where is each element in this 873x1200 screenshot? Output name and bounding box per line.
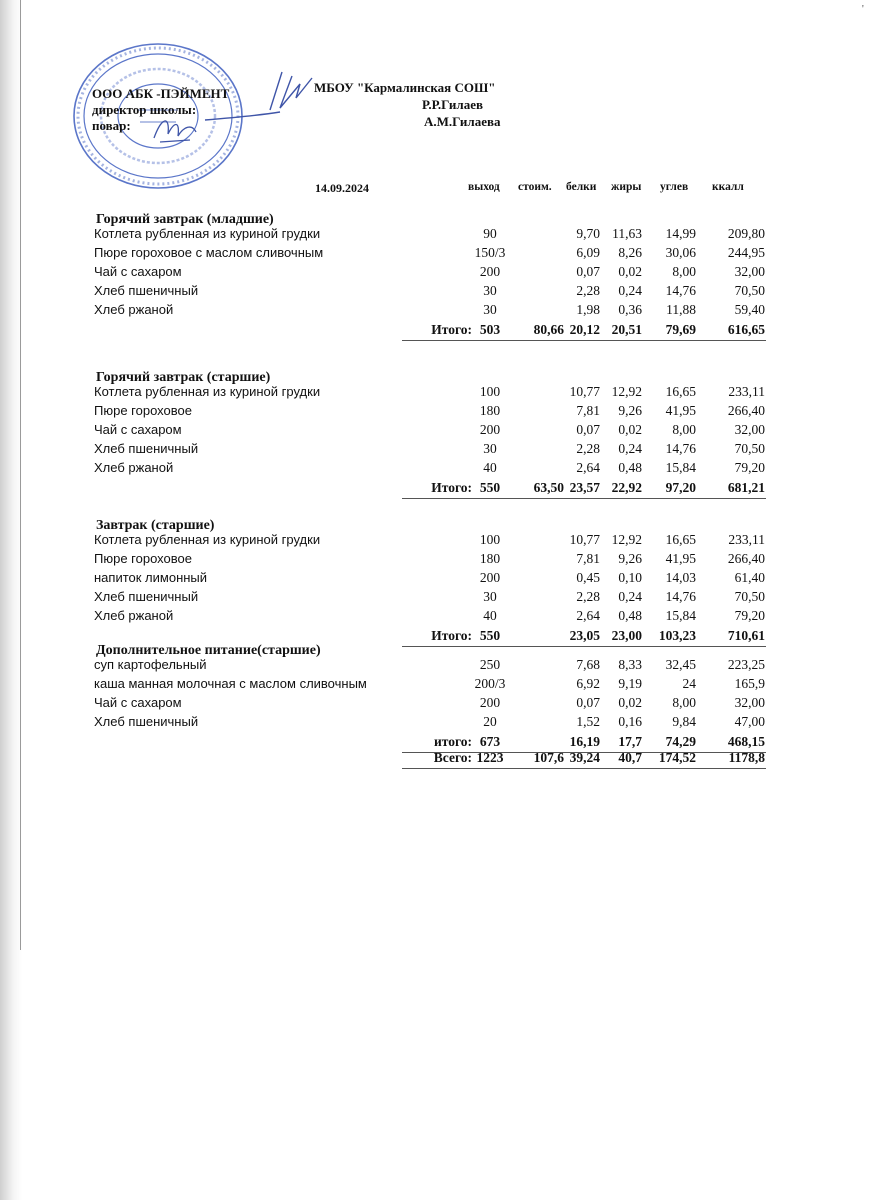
col-header-carbs: углев xyxy=(660,181,689,193)
cell-c: 24 xyxy=(682,676,696,691)
dish-name: Котлета рубленная из куриной грудки xyxy=(94,384,321,399)
table-row xyxy=(0,384,873,402)
table-row xyxy=(0,226,873,244)
cell-f: 0,02 xyxy=(618,422,642,437)
total-underline xyxy=(402,498,766,499)
section-total-row xyxy=(0,480,873,498)
cell-cost: 63,50 xyxy=(533,480,564,495)
section-title: Горячий завтрак (младшие) xyxy=(96,212,274,227)
cell-b: 0,07 xyxy=(576,264,600,279)
cell-c: 79,69 xyxy=(665,322,696,337)
cell-k: 47,00 xyxy=(734,714,765,729)
section-total-row xyxy=(0,322,873,340)
cell-k: 165,9 xyxy=(734,676,765,691)
cell-f: 9,19 xyxy=(618,676,642,691)
cell-f: 0,02 xyxy=(618,695,642,710)
cell-b: 2,28 xyxy=(576,441,600,456)
cell-c: 14,76 xyxy=(665,589,696,604)
cell-b: 10,77 xyxy=(569,532,600,547)
dish-name: Чай с сахаром xyxy=(94,264,182,279)
cell-b: 0,07 xyxy=(576,695,600,710)
dish-name: Хлеб ржаной xyxy=(94,302,174,317)
cell-k: 32,00 xyxy=(734,264,765,279)
scan-speck: ' xyxy=(862,4,864,15)
cell-c: 8,00 xyxy=(672,422,696,437)
cell-k: 70,50 xyxy=(734,283,765,298)
cell-b: 2,64 xyxy=(576,608,600,623)
cell-out: 30 xyxy=(483,302,497,317)
cell-out: 90 xyxy=(483,226,497,241)
cell-out: 100 xyxy=(479,384,501,399)
cell-f: 0,48 xyxy=(618,460,642,475)
dish-name: Хлеб ржаной xyxy=(94,608,174,623)
total-label: Итого: xyxy=(431,628,472,643)
cell-out: 150/3 xyxy=(474,245,506,260)
cell-k: 266,40 xyxy=(727,551,765,566)
cell-out: 1223 xyxy=(476,750,504,765)
cell-out: 100 xyxy=(479,532,501,547)
dish-name: Хлеб пшеничный xyxy=(94,589,199,604)
cell-out: 20 xyxy=(483,714,497,729)
cell-k: 266,40 xyxy=(727,403,765,418)
cell-b: 6,92 xyxy=(576,676,600,691)
cell-f: 0,24 xyxy=(618,283,642,298)
cell-f: 12,92 xyxy=(611,532,642,547)
cell-c: 32,45 xyxy=(665,657,696,672)
cell-b: 7,81 xyxy=(576,551,600,566)
cell-k: 79,20 xyxy=(734,608,765,623)
cell-f: 0,02 xyxy=(618,264,642,279)
table-row xyxy=(0,570,873,588)
cell-out: 180 xyxy=(479,551,501,566)
cell-c: 174,52 xyxy=(658,750,696,765)
total-label: Итого: xyxy=(431,480,472,495)
cell-c: 16,65 xyxy=(665,384,696,399)
cell-f: 11,63 xyxy=(612,226,642,241)
cell-out: 180 xyxy=(479,403,501,418)
cell-f: 0,16 xyxy=(618,714,642,729)
cell-c: 8,00 xyxy=(672,695,696,710)
table-row xyxy=(0,676,873,694)
cell-c: 74,29 xyxy=(665,734,696,749)
total-underline xyxy=(402,340,766,341)
dish-name: Котлета рубленная из куриной грудки xyxy=(94,532,321,547)
cell-b: 1,52 xyxy=(576,714,600,729)
table-row xyxy=(0,264,873,282)
table-row xyxy=(0,589,873,607)
cook-label: повар: xyxy=(92,118,131,133)
dish-name: Хлеб ржаной xyxy=(94,460,174,475)
col-header-protein: белки xyxy=(566,181,597,193)
dish-name: Пюре гороховое xyxy=(94,403,192,418)
cell-k: 59,40 xyxy=(734,302,765,317)
cell-out: 200 xyxy=(479,570,501,585)
dish-name: Хлеб пшеничный xyxy=(94,283,199,298)
dish-name: напиток лимонный xyxy=(94,570,208,585)
menu-date: 14.09.2024 xyxy=(315,181,369,195)
director-label: директор школы: xyxy=(92,102,197,117)
cell-k: 32,00 xyxy=(734,422,765,437)
cell-b: 2,28 xyxy=(576,589,600,604)
cell-out: 40 xyxy=(483,460,497,475)
cell-out: 30 xyxy=(483,589,497,604)
cell-k: 1178,8 xyxy=(728,750,765,765)
cell-k: 61,40 xyxy=(734,570,765,585)
cell-k: 209,80 xyxy=(727,226,765,241)
cell-c: 41,95 xyxy=(665,403,696,418)
table-row xyxy=(0,460,873,478)
dish-name: Чай с сахаром xyxy=(94,695,182,710)
dish-name: каша манная молочная с маслом сливочным xyxy=(94,676,367,691)
cell-k: 616,65 xyxy=(727,322,765,337)
section-title: Горячий завтрак (старшие) xyxy=(96,370,271,385)
section-title: Завтрак (старшие) xyxy=(96,518,215,533)
cell-out: 550 xyxy=(479,480,501,495)
dish-name: суп картофельный xyxy=(94,657,207,672)
total-label: итого: xyxy=(433,734,472,749)
table-row xyxy=(0,657,873,675)
cell-c: 14,03 xyxy=(665,570,696,585)
org-name: ООО АБК -ПЭЙМЕНТ xyxy=(92,86,230,101)
cell-k: 223,25 xyxy=(727,657,765,672)
cell-b: 20,12 xyxy=(569,322,600,337)
section-title: Дополнительное питание(старшие) xyxy=(96,643,321,658)
cell-f: 0,48 xyxy=(618,608,642,623)
col-header-out: выход xyxy=(468,181,500,193)
cell-k: 468,15 xyxy=(727,734,765,749)
cell-f: 0,36 xyxy=(618,302,642,317)
cell-c: 30,06 xyxy=(665,245,696,260)
cell-k: 233,11 xyxy=(728,384,765,399)
cell-k: 32,00 xyxy=(734,695,765,710)
table-row xyxy=(0,608,873,626)
total-label: Итого: xyxy=(431,322,472,337)
cell-f: 9,26 xyxy=(618,403,642,418)
cell-c: 15,84 xyxy=(665,608,696,623)
cell-c: 14,76 xyxy=(665,441,696,456)
cell-out: 200 xyxy=(479,422,501,437)
cell-c: 41,95 xyxy=(665,551,696,566)
cell-c: 15,84 xyxy=(665,460,696,475)
cell-out: 503 xyxy=(479,322,501,337)
grand-total-row xyxy=(0,750,873,768)
cell-b: 7,68 xyxy=(576,657,600,672)
cell-b: 9,70 xyxy=(576,226,600,241)
cell-out: 30 xyxy=(483,283,497,298)
cell-b: 2,28 xyxy=(576,283,600,298)
cell-b: 39,24 xyxy=(569,750,600,765)
table-row xyxy=(0,551,873,569)
cell-b: 0,45 xyxy=(576,570,600,585)
cell-c: 14,99 xyxy=(665,226,696,241)
cell-k: 70,50 xyxy=(734,589,765,604)
col-header-cost: стоим. xyxy=(518,181,552,193)
cell-b: 2,64 xyxy=(576,460,600,475)
cell-c: 8,00 xyxy=(672,264,696,279)
cell-cost: 80,66 xyxy=(533,322,564,337)
cell-b: 6,09 xyxy=(576,245,600,260)
cell-f: 0,24 xyxy=(618,441,642,456)
cell-out: 30 xyxy=(483,441,497,456)
cell-b: 1,98 xyxy=(576,302,600,317)
cell-f: 22,92 xyxy=(611,480,642,495)
table-row xyxy=(0,283,873,301)
table-row xyxy=(0,403,873,421)
col-header-kcal: ккалл xyxy=(712,181,744,193)
cell-f: 9,26 xyxy=(618,551,642,566)
table-row xyxy=(0,422,873,440)
cell-k: 710,61 xyxy=(727,628,765,643)
cell-f: 12,92 xyxy=(611,384,642,399)
cell-out: 40 xyxy=(483,608,497,623)
cell-f: 17,7 xyxy=(618,734,642,749)
col-header-fat: жиры xyxy=(611,181,642,193)
total-underline xyxy=(402,646,766,647)
cell-f: 8,26 xyxy=(618,245,642,260)
cell-out: 200/3 xyxy=(474,676,506,691)
cell-f: 8,33 xyxy=(618,657,642,672)
cell-b: 10,77 xyxy=(569,384,600,399)
cell-cost: 107,6 xyxy=(533,750,564,765)
school-name: МБОУ "Кармалинская СОШ" xyxy=(314,80,496,95)
table-row xyxy=(0,302,873,320)
table-row xyxy=(0,714,873,732)
cell-c: 16,65 xyxy=(665,532,696,547)
cell-f: 40,7 xyxy=(618,750,642,765)
cell-b: 0,07 xyxy=(576,422,600,437)
cell-k: 681,21 xyxy=(727,480,765,495)
director-name: Р.Р.Гилаев xyxy=(422,97,483,112)
cell-out: 200 xyxy=(479,264,501,279)
cell-k: 70,50 xyxy=(734,441,765,456)
cell-b: 23,57 xyxy=(569,480,600,495)
dish-name: Пюре гороховое xyxy=(94,551,192,566)
cell-c: 11,88 xyxy=(666,302,696,317)
cell-c: 14,76 xyxy=(665,283,696,298)
cook-name: А.М.Гилаева xyxy=(424,114,501,129)
dish-name: Котлета рубленная из куриной грудки xyxy=(94,226,321,241)
cell-c: 9,84 xyxy=(672,714,696,729)
table-row xyxy=(0,695,873,713)
dish-name: Чай с сахаром xyxy=(94,422,182,437)
grand-total-label: Всего: xyxy=(433,750,472,765)
cell-c: 103,23 xyxy=(658,628,696,643)
cell-b: 23,05 xyxy=(569,628,600,643)
table-row xyxy=(0,532,873,550)
cell-out: 200 xyxy=(479,695,501,710)
table-row xyxy=(0,245,873,263)
dish-name: Хлеб пшеничный xyxy=(94,441,199,456)
dish-name: Пюре гороховое с маслом сливочным xyxy=(94,245,324,260)
cell-c: 97,20 xyxy=(665,480,696,495)
cell-f: 0,10 xyxy=(618,570,642,585)
cell-out: 673 xyxy=(479,734,501,749)
grand-total-underline xyxy=(402,768,766,769)
cell-out: 550 xyxy=(479,628,501,643)
cell-f: 0,24 xyxy=(618,589,642,604)
cell-k: 244,95 xyxy=(727,245,765,260)
cell-out: 250 xyxy=(479,657,501,672)
cell-k: 79,20 xyxy=(734,460,765,475)
cell-f: 23,00 xyxy=(611,628,642,643)
cell-b: 7,81 xyxy=(576,403,600,418)
table-row xyxy=(0,441,873,459)
cell-f: 20,51 xyxy=(611,322,642,337)
dish-name: Хлеб пшеничный xyxy=(94,714,199,729)
cell-b: 16,19 xyxy=(569,734,600,749)
cell-k: 233,11 xyxy=(728,532,765,547)
